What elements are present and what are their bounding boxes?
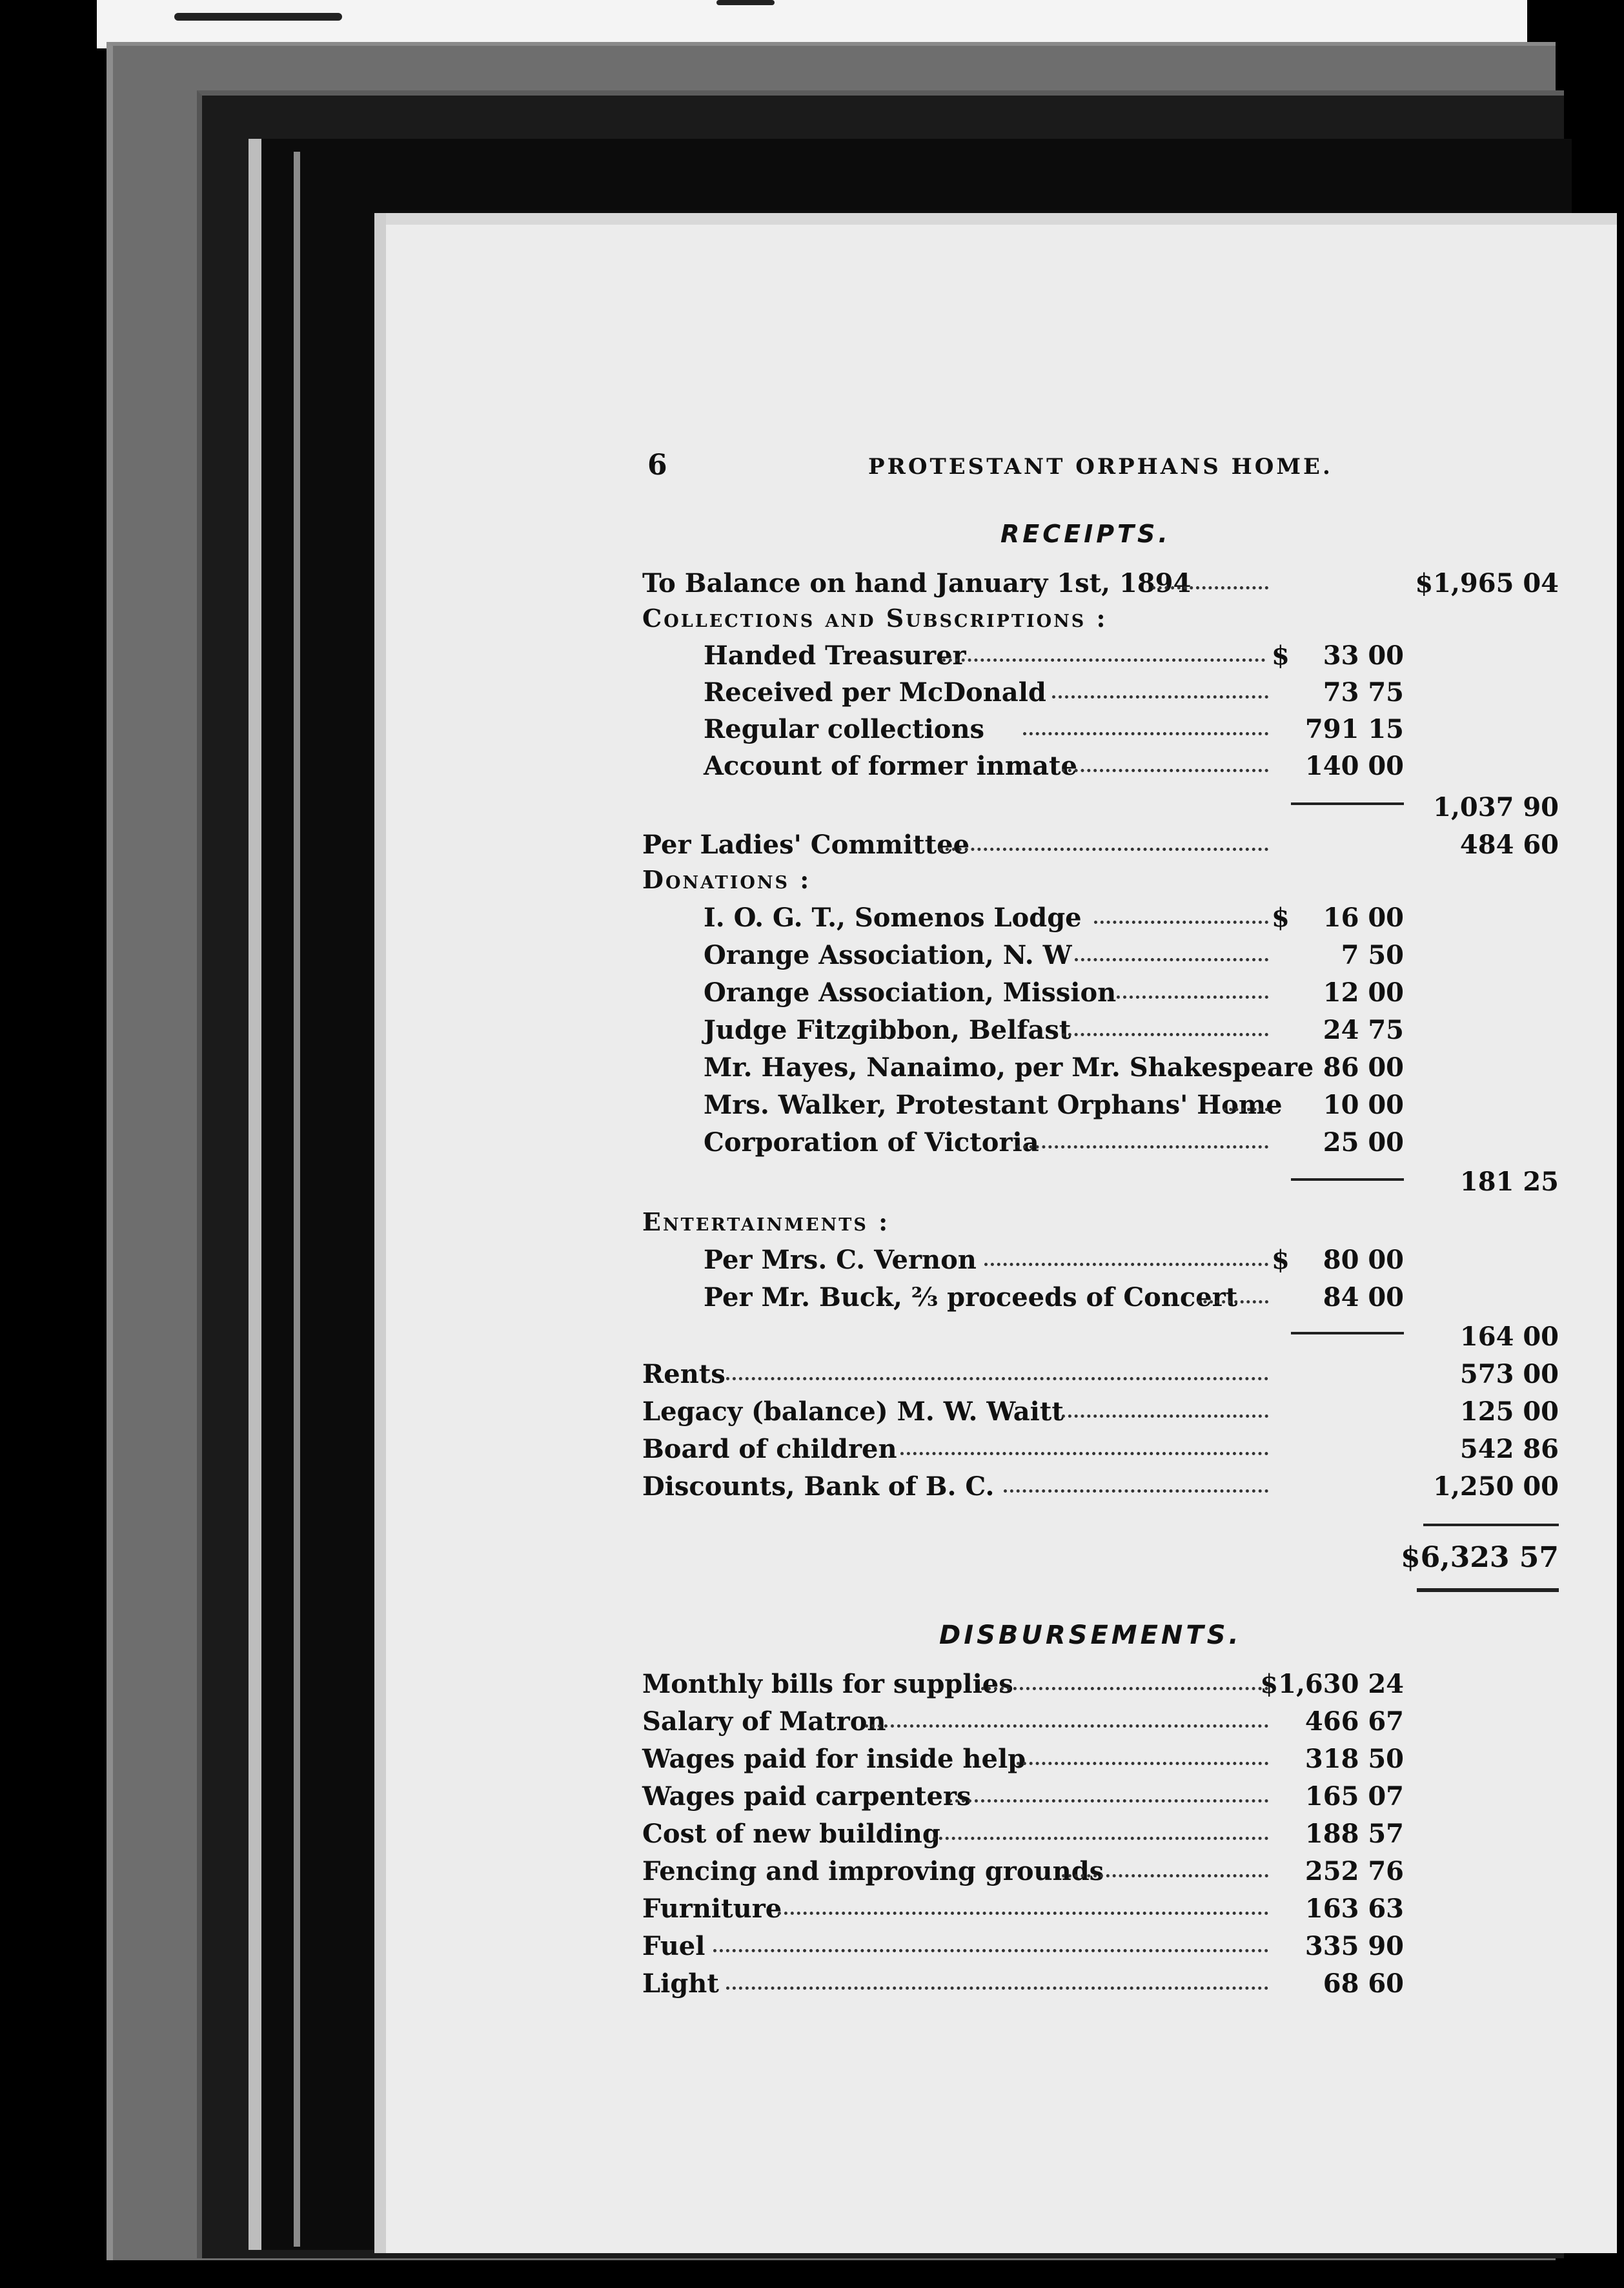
receipt-total: 125 00 <box>1459 1396 1559 1427</box>
dot-leader <box>1197 1300 1268 1303</box>
receipt-label: Per Ladies' Committee <box>642 830 970 860</box>
receipt-label: Legacy (balance) M. W. Waitt <box>642 1396 1064 1427</box>
dot-leader <box>713 1949 1268 1952</box>
collection-label: Received per McDonald <box>704 677 1046 708</box>
collections-total: 1,037 90 <box>1433 792 1559 822</box>
receipt-row-other <box>642 1359 1559 1396</box>
donations-heading-row <box>642 865 1559 903</box>
dot-leader <box>1004 1489 1268 1493</box>
dot-leader <box>865 1724 1268 1728</box>
dot-leader <box>1062 1033 1268 1036</box>
receipt-total: $1,965 04 <box>1415 568 1559 598</box>
disbursement-amount: 188 57 <box>1304 1819 1404 1849</box>
collection-label: Handed Treasurer <box>704 640 966 671</box>
dot-leader <box>1117 996 1268 999</box>
disbursement-label: Light <box>642 1968 719 1999</box>
disbursement-label: Wages paid for inside help <box>642 1744 1026 1774</box>
donation-amount: 12 00 <box>1323 977 1404 1008</box>
donations-total-row <box>642 1167 1559 1204</box>
disbursement-label: Fuel <box>642 1931 705 1961</box>
dot-leader <box>1023 732 1268 735</box>
receipt-label: Board of children <box>642 1434 897 1464</box>
donation-label: Mrs. Walker, Protestant Orphans' Home <box>704 1090 1283 1120</box>
dot-leader <box>939 848 1268 851</box>
dot-leader <box>1017 1762 1268 1765</box>
donation-amount: 86 00 <box>1323 1052 1404 1083</box>
donation-label: Corporation of Victoria <box>704 1127 1039 1158</box>
disbursement-row <box>642 1781 1559 1819</box>
disbursement-label: Cost of new building <box>642 1819 940 1849</box>
disbursement-label: Fencing and improving grounds <box>642 1856 1104 1886</box>
disbursement-label: Furniture <box>642 1894 782 1924</box>
dot-leader <box>1062 1415 1268 1418</box>
donations-heading: Donations : <box>642 865 811 894</box>
collections-heading: Collections and Subscriptions : <box>642 604 1108 633</box>
disbursement-amount: 163 63 <box>1304 1894 1404 1924</box>
receipt-label: Rents <box>642 1359 726 1389</box>
disbursement-row <box>642 1894 1559 1931</box>
ink-smudge <box>716 0 775 5</box>
grand-total: $6,323 57 <box>1401 1541 1559 1574</box>
donation-amount: 25 00 <box>1323 1127 1404 1158</box>
disbursement-row <box>642 1744 1559 1781</box>
dot-leader <box>1094 921 1268 924</box>
grand-total-rule-top <box>1423 1524 1559 1526</box>
dot-leader <box>1062 1874 1268 1877</box>
receipt-total: 542 86 <box>1459 1434 1559 1464</box>
donation-row <box>642 1127 1559 1165</box>
dollar-sign: $ <box>1272 903 1290 933</box>
entertainment-row <box>642 1282 1559 1320</box>
donation-row <box>642 903 1559 940</box>
disbursement-label: Monthly bills for supplies <box>642 1669 1013 1699</box>
scan-top-strip <box>97 0 1527 48</box>
entertainments-heading: Entertainments : <box>642 1207 890 1236</box>
dot-leader <box>1223 1108 1268 1111</box>
dot-leader <box>1075 958 1268 961</box>
dot-leader <box>726 1987 1268 1990</box>
donation-label: Judge Fitzgibbon, Belfast <box>704 1015 1071 1045</box>
dot-leader <box>981 1687 1268 1690</box>
disbursement-amount: 335 90 <box>1304 1931 1404 1961</box>
disbursement-amount: 466 67 <box>1304 1706 1404 1737</box>
entertainments-total-row <box>642 1322 1559 1359</box>
receipt-row-balance <box>642 568 1559 606</box>
entertainment-amount: 84 00 <box>1323 1282 1404 1313</box>
donation-amount: 7 50 <box>1341 940 1404 970</box>
ink-smudge <box>174 13 342 21</box>
collection-row <box>642 677 1559 715</box>
dot-leader <box>1062 769 1268 772</box>
disbursement-row <box>642 1856 1559 1894</box>
disbursement-row <box>642 1819 1559 1856</box>
donation-row <box>642 977 1559 1015</box>
disbursement-amount: 165 07 <box>1304 1781 1404 1812</box>
disbursement-amount: 318 50 <box>1304 1744 1404 1774</box>
receipt-total: 1,250 00 <box>1433 1471 1559 1502</box>
dollar-sign: $ <box>1272 1245 1290 1275</box>
receipt-label: To Balance on hand January 1st, 1894 <box>642 568 1192 598</box>
entertainment-label: Per Mrs. C. Vernon <box>704 1245 977 1275</box>
collection-label: Account of former inmate <box>704 751 1077 781</box>
entertainments-heading-row <box>642 1207 1559 1245</box>
disbursement-label: Wages paid carpenters <box>642 1781 971 1812</box>
dot-leader <box>900 1452 1268 1455</box>
grand-total-row <box>642 1541 1559 1578</box>
donation-label: Mr. Hayes, Nanaimo, per Mr. Shakespeare <box>704 1052 1314 1083</box>
entertainment-amount: 80 00 <box>1323 1245 1404 1275</box>
disbursement-amount: 68 60 <box>1323 1968 1404 1999</box>
donation-amount: 16 00 <box>1323 903 1404 933</box>
collection-label: Regular collections <box>704 714 985 744</box>
donation-label: Orange Association, Mission <box>704 977 1117 1008</box>
dot-leader <box>942 659 1265 662</box>
dot-leader <box>778 1912 1268 1915</box>
dot-leader <box>1017 1145 1268 1149</box>
entertainment-label: Per Mr. Buck, ⅔ proceeds of Concert <box>704 1282 1238 1313</box>
dot-leader <box>984 1263 1268 1266</box>
donation-label: Orange Association, N. W <box>704 940 1072 970</box>
collection-amount: 140 00 <box>1304 751 1404 781</box>
grand-total-rule-bottom <box>1417 1588 1559 1592</box>
collection-row <box>642 714 1559 751</box>
disbursement-row <box>642 1968 1559 2006</box>
collections-heading-row <box>642 604 1559 641</box>
dot-leader <box>1152 586 1268 589</box>
dot-leader <box>726 1377 1268 1380</box>
receipt-label: Discounts, Bank of B. C. <box>642 1471 995 1502</box>
receipt-total: 484 60 <box>1459 830 1559 860</box>
disbursement-row <box>642 1931 1559 1968</box>
page-header <box>642 449 1365 494</box>
donation-row <box>642 1015 1559 1052</box>
disbursement-amount: $1,630 24 <box>1260 1669 1404 1699</box>
donation-row <box>642 940 1559 977</box>
dot-leader <box>1052 695 1268 699</box>
disbursements-title: DISBURSEMENTS. <box>939 1620 1242 1650</box>
receipt-total: 573 00 <box>1459 1359 1559 1389</box>
receipt-row-other <box>642 1471 1559 1509</box>
collection-row <box>642 751 1559 788</box>
disbursement-label: Salary of Matron <box>642 1706 886 1737</box>
dollar-sign: $ <box>1272 640 1290 671</box>
donations-total: 181 25 <box>1459 1167 1559 1197</box>
dot-leader <box>949 1799 1268 1803</box>
collection-amount: 791 15 <box>1304 714 1404 744</box>
receipt-row-ladies <box>642 830 1559 867</box>
collection-amount: 73 75 <box>1323 677 1404 708</box>
donation-row <box>642 1052 1559 1090</box>
donation-amount: 24 75 <box>1323 1015 1404 1045</box>
entertainment-row <box>642 1245 1559 1282</box>
receipts-title: RECEIPTS. <box>1000 520 1171 548</box>
receipt-row-other <box>642 1434 1559 1471</box>
running-head: PROTESTANT ORPHANS HOME. <box>868 454 1333 480</box>
collection-row <box>642 640 1559 678</box>
page-number: 6 <box>647 449 667 482</box>
disbursement-row <box>642 1669 1559 1706</box>
collections-total-row <box>642 792 1559 830</box>
dot-leader <box>933 1837 1268 1840</box>
donation-amount: 10 00 <box>1323 1090 1404 1120</box>
entertainments-total: 164 00 <box>1459 1322 1559 1352</box>
collection-amount: 33 00 <box>1323 640 1404 671</box>
disbursement-row <box>642 1706 1559 1744</box>
donation-label: I. O. G. T., Somenos Lodge <box>704 903 1082 933</box>
disbursement-amount: 252 76 <box>1304 1856 1404 1886</box>
donation-row <box>642 1090 1559 1127</box>
receipt-row-other <box>642 1396 1559 1434</box>
